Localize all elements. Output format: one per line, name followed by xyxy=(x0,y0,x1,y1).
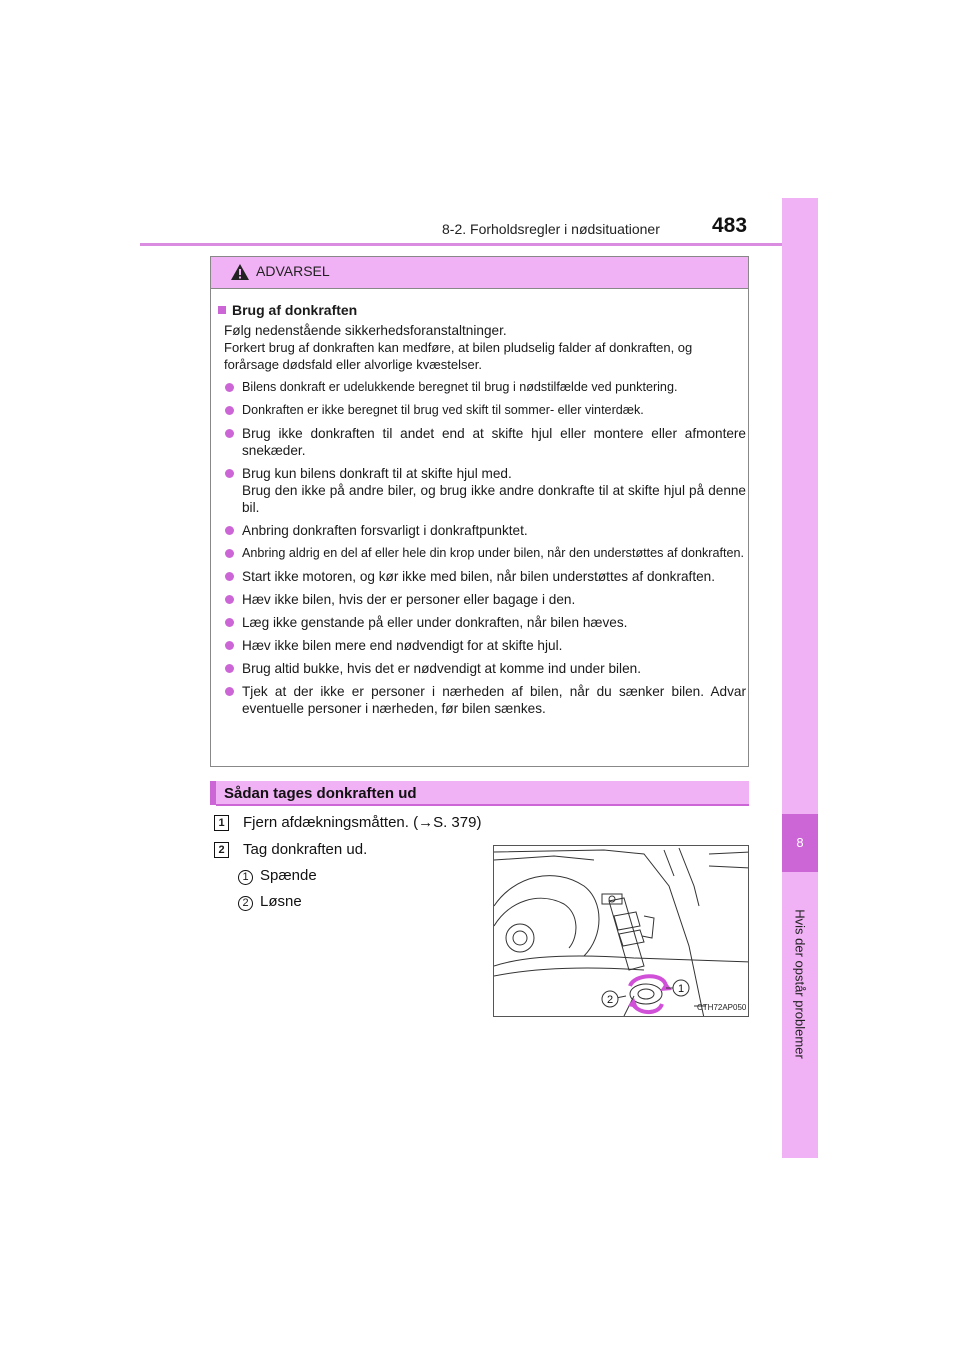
warning-bullet: Bilens donkraft er udelukkende beregnet til brug i nødstilfælde ved punktering. xyxy=(218,379,746,396)
warning-bullet: Anbring donkraften forsvarligt i donkraftpunktet. xyxy=(218,522,746,539)
step-number-box: 2 xyxy=(214,842,229,858)
warning-title: ADVARSEL xyxy=(256,263,330,279)
warning-header xyxy=(211,257,748,289)
jack-removal-illustration xyxy=(493,845,749,1017)
step-number-box: 1 xyxy=(214,815,229,831)
warning-box xyxy=(210,256,749,767)
warning-triangle-icon xyxy=(230,263,250,281)
header-rule xyxy=(140,243,818,246)
warning-intro xyxy=(218,322,746,373)
square-bullet-icon xyxy=(218,306,226,314)
warning-bullet: Brug ikke donkraften til andet end at skifte hjul eller montere eller afmontere snekæder. xyxy=(218,425,746,459)
warning-intro-line-2: Forkert brug af donkraften kan medføre, at bilen pludselig falder af donkraften, og forårsage dødsfald eller alvorlige kvæstelser. xyxy=(224,340,693,372)
warning-intro-line-1: Følg nedenstående sikkerhedsforanstaltninger. xyxy=(224,323,507,338)
warning-bullet: Donkraften er ikke beregnet til brug ved skift til sommer- eller vinterdæk. xyxy=(218,402,746,419)
illustration-callout-2: 2 xyxy=(606,994,614,1006)
section-title: Sådan tages donkraften ud xyxy=(224,785,417,802)
illustration-callout-1: 1 xyxy=(677,983,685,995)
warning-bullet: Hæv ikke bilen mere end nødvendigt for at skifte hjul. xyxy=(218,637,746,654)
section-heading-accent xyxy=(210,781,216,805)
warning-bullet: Start ikke motoren, og kør ikke med bilen, når bilen understøttes af donkraften. xyxy=(218,568,746,585)
side-tab-chapter-number: 8 xyxy=(782,814,818,872)
warning-bullet: Brug altid bukke, hvis det er nødvendigt at komme ind under bilen. xyxy=(218,660,746,677)
warning-bullet: Tjek at der ikke er personer i nærheden af bilen, når du sænker bilen. Advar eventuelle personer i nærheden, før bilen sænkes. xyxy=(218,683,746,717)
warning-section-title: Brug af donkraften xyxy=(218,302,746,319)
illustration-code: CTH72AP050 xyxy=(697,1003,747,1012)
warning-bullet: Anbring aldrig en del af eller hele din krop under bilen, når den understøttes af donkraften. xyxy=(218,545,746,562)
warning-bullet: Hæv ikke bilen, hvis der er personer eller bagage i den. xyxy=(218,591,746,608)
substep-number-circle: 2 xyxy=(238,896,253,911)
step-text: Fjern afdækningsmåtten. (→S. 379) xyxy=(243,814,482,831)
warning-bullet: Brug kun bilens donkraft til at skifte hjul med. Brug den ikke på andre biler, og brug ikke andre donkrafte til at skifte hjul på denne bil. xyxy=(218,465,746,516)
warning-body xyxy=(218,302,746,723)
section-heading-underline xyxy=(216,804,749,806)
side-tab-chapter-title-text: Hvis der opstår problemer xyxy=(792,909,808,1059)
side-tab-chapter-title xyxy=(782,884,818,1084)
jack-illustration-drawing xyxy=(494,846,749,1017)
substep-text: Spænde xyxy=(260,867,317,884)
step-text: Tag donkraften ud. xyxy=(243,841,368,858)
warning-bullet: Læg ikke genstande på eller under donkraften, når bilen hæves. xyxy=(218,614,746,631)
chapter-heading: 8-2. Forholdsregler i nødsituationer xyxy=(442,221,660,237)
substep-number-circle: 1 xyxy=(238,870,253,885)
page-number: 483 xyxy=(712,214,748,237)
substep-text: Løsne xyxy=(260,893,302,910)
